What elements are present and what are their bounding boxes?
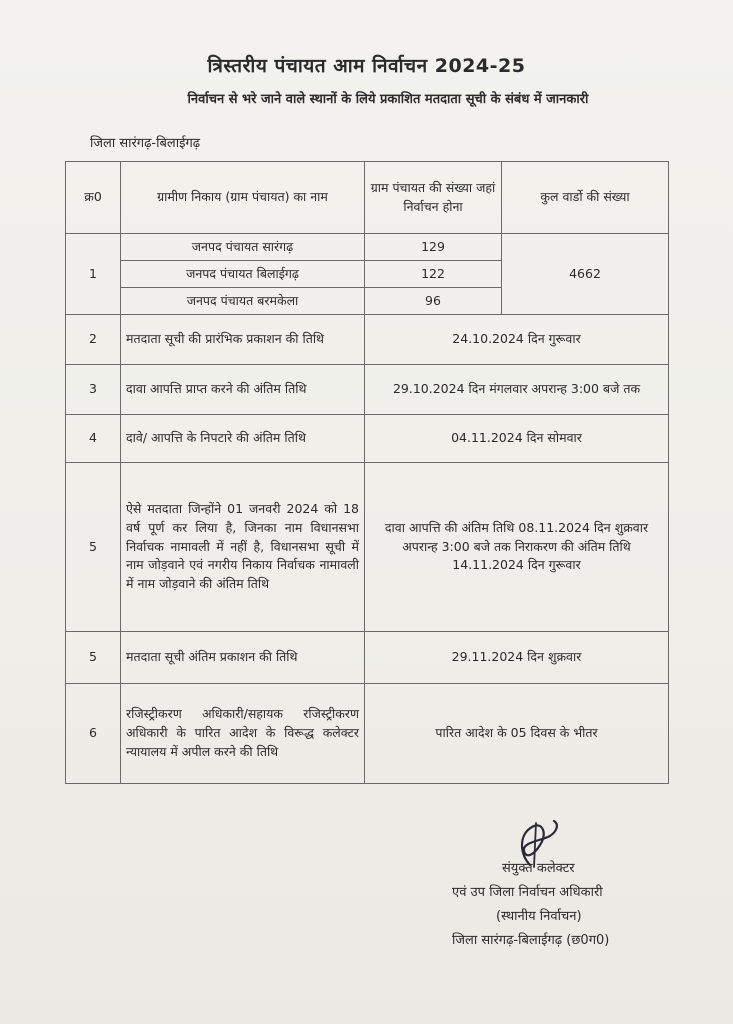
- janpad-name: जनपद पंचायत बरमकेला: [121, 288, 365, 315]
- row-value: पारित आदेश के 05 दिवस के भीतर: [365, 684, 669, 784]
- row-label: मतदाता सूची की प्रारंभिक प्रकाशन की तिथि: [121, 315, 365, 365]
- janpad-name: जनपद पंचायत बिलाईगढ़: [121, 261, 365, 288]
- table-row: [66, 415, 669, 463]
- row-value: 29.11.2024 दिन शुक्रवार: [365, 632, 669, 684]
- signatory-department: (स्थानीय निर्वाचन): [496, 909, 582, 924]
- header-gp-count: ग्राम पंचायत की संख्या जहां निर्वाचन होना: [365, 162, 502, 234]
- table-row: [66, 234, 669, 261]
- signatory-designation: एवं उप जिला निर्वाचन अधिकारी: [452, 885, 603, 900]
- row-label: रजिस्ट्रीकरण अधिकारी/सहायक रजिस्ट्रीकरण अधिकारी के पारित आदेश के विरूद्ध कलेक्टर न्यायालय में अपील करने की तिथि: [121, 684, 365, 784]
- document-subtitle: निर्वाचन से भरे जाने वाले स्थानों के लिये प्रकाशित मतदाता सूची के संबंध में जानकारी: [187, 92, 589, 107]
- row-serial: 5: [66, 463, 121, 632]
- janpad-name: जनपद पंचायत सारंगढ़: [121, 234, 365, 261]
- table-row: [66, 463, 669, 632]
- table-row: [66, 365, 669, 415]
- table-row: [66, 315, 669, 365]
- header-ward-count: कुल वार्डो की संख्या: [502, 162, 669, 234]
- row-label: मतदाता सूची अंतिम प्रकाशन की तिथि: [121, 632, 365, 684]
- row-serial: 1: [66, 234, 121, 315]
- table-header-row: [66, 162, 669, 234]
- row-serial: 2: [66, 315, 121, 365]
- row-value: 29.10.2024 दिन मंगलवार अपरान्ह 3:00 बजे तक: [365, 365, 669, 415]
- row-serial: 4: [66, 415, 121, 463]
- row-label: दावे/ आपत्ति के निपटारे की अंतिम तिथि: [121, 415, 365, 463]
- table-row: [66, 684, 669, 784]
- total-wards: 4662: [502, 234, 669, 315]
- janpad-count: 96: [365, 288, 502, 315]
- row-value: 04.11.2024 दिन सोमवार: [365, 415, 669, 463]
- document-title: त्रिस्तरीय पंचायत आम निर्वाचन 2024-25: [207, 55, 526, 77]
- signature-block: [452, 857, 702, 953]
- janpad-count: 122: [365, 261, 502, 288]
- signatory-district: जिला सारंगढ़-बिलाईगढ़ (छ0ग0): [452, 933, 610, 948]
- table-row: [66, 632, 669, 684]
- row-serial: 6: [66, 684, 121, 784]
- row-value: 24.10.2024 दिन गुरूवार: [365, 315, 669, 365]
- header-body-name: ग्रामीण निकाय (ग्राम पंचायत) का नाम: [121, 162, 365, 234]
- district-name: जिला सारंगढ़-बिलाईगढ़: [90, 136, 201, 151]
- election-schedule-table: [65, 161, 669, 784]
- header-serial: क्र0: [66, 162, 121, 234]
- signatory-title: संयुक्त कलेक्टर: [502, 861, 575, 876]
- row-label: ऐसे मतदाता जिन्होंने 01 जनवरी 2024 को 18 वर्ष पूर्ण कर लिया है, जिनका नाम विधानसभा निर्वाचक नामावली में नहीं है, विधानसभा सूची में नाम जोड़वाने एवं नगरीय निकाय निर्वाचक नामावली में नाम जोड़वाने की अंतिम तिथि: [121, 463, 365, 632]
- row-label: दावा आपत्ति प्राप्त करने की अंतिम तिथि: [121, 365, 365, 415]
- row-serial: 5: [66, 632, 121, 684]
- row-value: दावा आपत्ति की अंतिम तिथि 08.11.2024 दिन शुक्रवार अपरान्ह 3:00 बजे तक निराकरण की अंतिम तिथि 14.11.2024 दिन गुरूवार: [365, 463, 669, 632]
- janpad-count: 129: [365, 234, 502, 261]
- row-serial: 3: [66, 365, 121, 415]
